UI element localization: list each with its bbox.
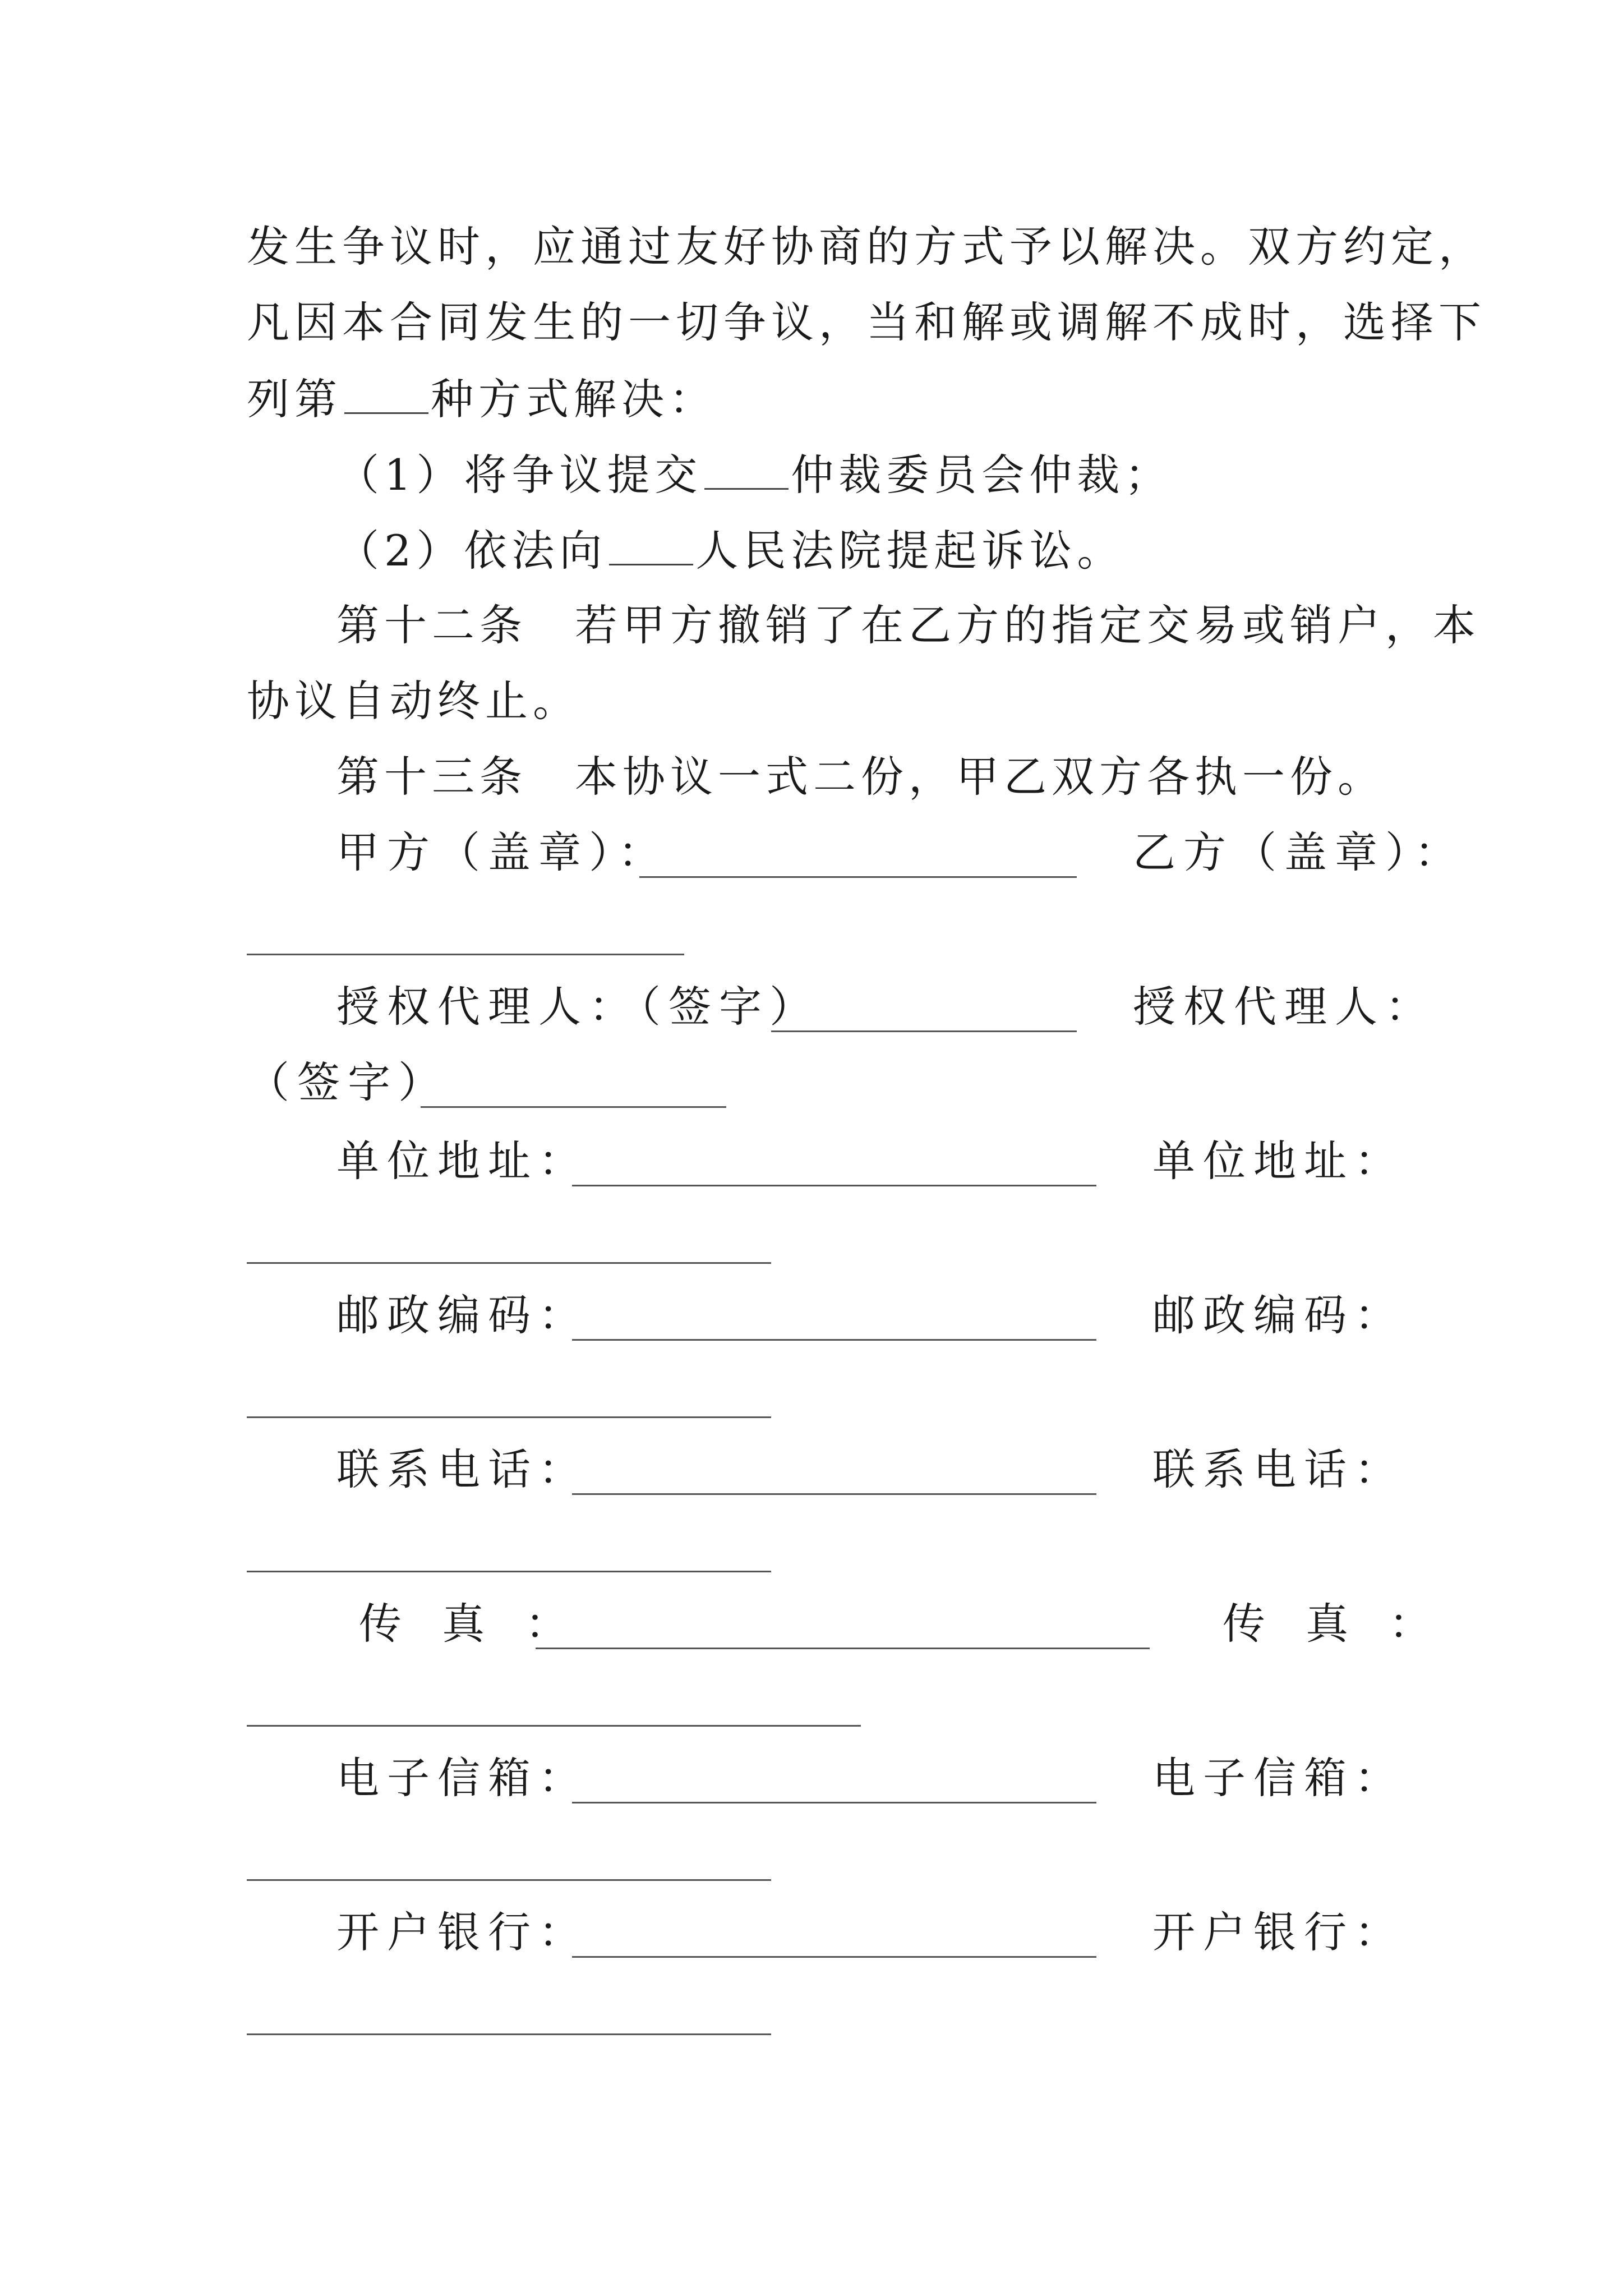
party-b-seal-label: 乙方（盖章）： — [1133, 827, 1465, 877]
agent-a-label: 授权代理人：（签字） — [336, 982, 820, 1032]
fill-blank-arbitration[interactable] — [704, 443, 789, 490]
address-b-label: 单位地址： — [1152, 1136, 1405, 1186]
fax-b-label: 传 真 ： — [1223, 1599, 1445, 1649]
postcode-b-blank[interactable] — [247, 1416, 771, 1418]
option-text: （1）将争议提交 — [336, 450, 703, 500]
fax-a-blank[interactable] — [536, 1648, 1150, 1649]
article-12-line-2 — [247, 670, 1402, 732]
article-text: 第十二条 若甲方撤销了在乙方的指定交易或销户，本 — [336, 600, 1481, 650]
article-text: 协议自动终止。 — [247, 676, 580, 726]
party-a-seal-label: 甲方（盖章）： — [336, 827, 668, 877]
address-b-blank[interactable] — [247, 1262, 771, 1264]
party-a-seal-blank[interactable] — [639, 876, 1077, 878]
article-12-line-1 — [336, 595, 1492, 656]
option-text: 人民法院提起诉讼。 — [695, 526, 1125, 576]
postcode-a-label: 邮政编码： — [336, 1290, 589, 1340]
option-2-line — [336, 519, 1492, 581]
agent-b-cont-line — [247, 1052, 1402, 1114]
address-a-label: 单位地址： — [336, 1136, 589, 1186]
bank-row — [336, 1902, 1413, 1963]
paragraph-line-3 — [247, 367, 1402, 429]
agent-b-blank[interactable] — [421, 1106, 726, 1108]
fax-row — [336, 1593, 1445, 1655]
fill-blank-method[interactable] — [344, 367, 428, 414]
option-text: （2）依法向 — [336, 526, 607, 576]
phone-b-label: 联系电话： — [1152, 1444, 1405, 1494]
option-1-line — [336, 443, 1492, 505]
paragraph-text: 凡因本合同发生的一切争议，当和解或调解不成时，选择下 — [247, 297, 1486, 347]
phone-a-label: 联系电话： — [336, 1444, 589, 1494]
address-row — [336, 1130, 1413, 1192]
bank-a-label: 开户银行： — [336, 1907, 589, 1957]
email-row — [336, 1747, 1413, 1809]
paragraph-line-1 — [247, 216, 1486, 278]
address-a-blank[interactable] — [572, 1185, 1096, 1186]
paragraph-text: 种方式解决： — [431, 374, 717, 424]
option-text: 仲裁委员会仲裁； — [791, 450, 1173, 500]
paragraph-line-2 — [247, 292, 1486, 353]
paragraph-text: 发生争议时，应通过友好协商的方式予以解决。双方约定， — [247, 222, 1486, 272]
article-text: 第十三条 本协议一式二份，甲乙双方各执一份。 — [336, 752, 1385, 802]
bank-b-label: 开户银行： — [1152, 1907, 1405, 1957]
bank-a-blank[interactable] — [572, 1956, 1096, 1958]
agent-row — [336, 976, 1436, 1038]
phone-b-blank[interactable] — [247, 1571, 771, 1572]
agent-b-label: 授权代理人： — [1133, 982, 1436, 1032]
agent-b-cont-label: （签字） — [247, 1057, 449, 1107]
bank-b-blank[interactable] — [247, 2033, 771, 2035]
party-b-seal-blank[interactable] — [247, 954, 684, 955]
email-a-label: 电子信箱： — [336, 1753, 589, 1803]
fill-blank-court[interactable] — [609, 519, 693, 565]
postcode-a-blank[interactable] — [572, 1339, 1096, 1341]
email-a-blank[interactable] — [572, 1802, 1096, 1803]
phone-a-blank[interactable] — [572, 1493, 1096, 1495]
email-b-blank[interactable] — [247, 1879, 771, 1881]
agent-a-blank[interactable] — [771, 1030, 1077, 1032]
article-13-line — [336, 746, 1492, 808]
seal-row — [336, 822, 1465, 884]
phone-row — [336, 1439, 1413, 1501]
postcode-b-label: 邮政编码： — [1152, 1290, 1405, 1340]
email-b-label: 电子信箱： — [1152, 1753, 1405, 1803]
fax-b-blank[interactable] — [247, 1725, 861, 1727]
postcode-row — [336, 1285, 1413, 1346]
fax-a-label: 传 真 ： — [359, 1599, 582, 1649]
paragraph-text: 列第 — [247, 374, 342, 424]
